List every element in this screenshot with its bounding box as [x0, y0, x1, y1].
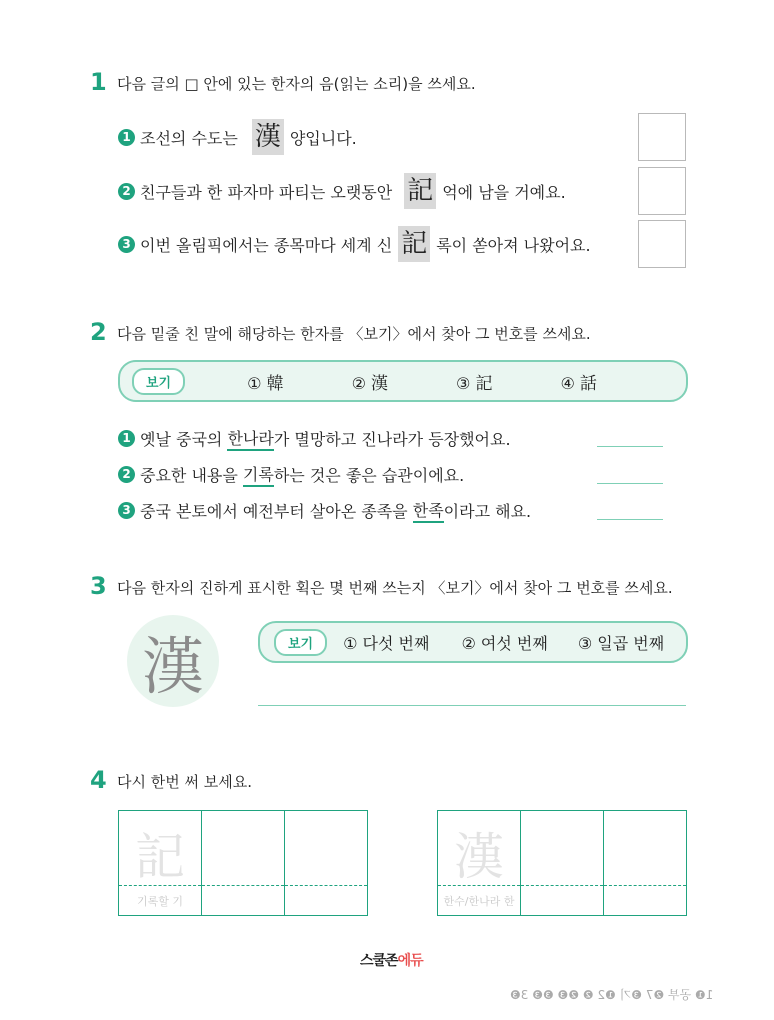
- q2-option-4: ④ 話: [560, 373, 597, 394]
- writing-cell[interactable]: [285, 811, 367, 915]
- q2-number: 2: [90, 318, 107, 346]
- q2-item-3: [118, 498, 531, 522]
- sub-number: 2: [118, 466, 135, 483]
- q1-item-3: [118, 225, 591, 263]
- writing-cell[interactable]: [604, 811, 686, 915]
- hanja-meaning: 한수/한나라 한: [443, 895, 515, 908]
- q1-item-2: [118, 172, 566, 210]
- trace-cell[interactable]: [119, 811, 202, 915]
- q1-answer-box-1[interactable]: [638, 113, 686, 161]
- q1-item-3-before: 이번 올림픽에서는 종목마다 세계 신: [140, 235, 393, 255]
- q2-bogi-label: 보기: [132, 368, 185, 395]
- q3-instruction: 다음 한자의 진하게 표시한 획은 몇 번째 쓰는지 〈보기〉에서 찾아 그 번호를 쓰세요.: [117, 579, 673, 597]
- q3-answer-line[interactable]: [258, 705, 686, 706]
- sub-number: 3: [118, 502, 135, 519]
- q1-number: 1: [90, 68, 107, 96]
- q3-number: 3: [90, 572, 107, 600]
- sub-number: 1: [118, 129, 135, 146]
- q1-item-2-after: 억에 남을 거예요.: [442, 182, 566, 202]
- trace-hanja: 記: [135, 828, 185, 886]
- footer-mirrored-text: 1❶ 공부 ❷7 ❸기 ❶2 ❷ ❷❸ ❸❸ 3❸: [510, 988, 714, 1002]
- hanja-meaning: 기록할 기: [136, 895, 183, 908]
- q2-instruction: 다음 밑줄 친 말에 해당하는 한자를 〈보기〉에서 찾아 그 번호를 쓰세요.: [117, 325, 591, 343]
- q2-answer-line-2[interactable]: [597, 483, 663, 484]
- q2-item-2-after: 하는 것은 좋은 습관이에요.: [273, 465, 465, 485]
- q2-item-3-after: 이라고 해요.: [443, 501, 532, 521]
- q2-item-3-before: 중국 본토에서 예전부터 살아온 종족을: [140, 501, 413, 521]
- q4-writing-grid-2: [437, 810, 687, 916]
- q3-option-1: ① 다섯 번째: [343, 633, 430, 653]
- logo-main: 스쿨존: [360, 953, 398, 969]
- q2-option-1: ① 韓: [247, 373, 284, 394]
- q4-writing-grid-1: [118, 810, 368, 916]
- q1-item-1-after: 양입니다.: [289, 128, 357, 148]
- q2-item-2-before: 중요한 내용을: [140, 465, 243, 485]
- sub-number: 1: [118, 430, 135, 447]
- q2-answer-line-1[interactable]: [597, 446, 663, 447]
- q3-option-3: ③ 일곱 번째: [577, 633, 665, 653]
- q3-bogi-label: 보기: [274, 629, 327, 656]
- writing-cell[interactable]: [521, 811, 604, 915]
- q1-instruction: 다음 글의 □ 안에 있는 한자의 음(읽는 소리)을 쓰세요.: [117, 75, 476, 93]
- q1-item-3-after: 록이 쏟아져 나왔어요.: [436, 235, 591, 255]
- q4-number: 4: [90, 766, 107, 794]
- q1-answer-box-3[interactable]: [638, 220, 686, 268]
- q3-bogi-box: [258, 621, 688, 663]
- writing-cell[interactable]: [202, 811, 285, 915]
- q3-option-2: ② 여섯 번째: [461, 633, 548, 653]
- q1-item-1-before: 조선의 수도는: [140, 128, 238, 148]
- q2-item-1-before: 옛날 중국의: [140, 429, 228, 449]
- q2-item-1-after: 가 멸망하고 진나라가 등장했어요.: [273, 429, 511, 449]
- logo-accent: 에듀: [397, 953, 423, 969]
- q1-item-3-hanja: 記: [398, 226, 430, 262]
- q1-item-1-hanja: 漢: [252, 119, 284, 155]
- q2-item-3-underlined: 한족: [413, 498, 444, 523]
- q2-item-2: [118, 462, 464, 486]
- trace-cell[interactable]: [438, 811, 521, 915]
- sub-number: 2: [118, 183, 135, 200]
- q1-item-2-hanja: 記: [404, 173, 436, 209]
- q3-hanja-circle: [127, 615, 219, 707]
- q4-instruction: 다시 한번 써 보세요.: [117, 773, 252, 791]
- q1-answer-box-2[interactable]: [638, 167, 686, 215]
- trace-hanja: 漢: [454, 828, 504, 886]
- q2-answer-line-3[interactable]: [597, 519, 663, 520]
- q1-item-1: [118, 118, 357, 156]
- q3-hanja: 漢: [141, 629, 204, 703]
- publisher-logo: [360, 950, 423, 970]
- q2-item-1: [118, 426, 511, 450]
- q2-bogi-box: [118, 360, 688, 402]
- q2-option-3: ③ 記: [456, 373, 493, 394]
- q1-item-2-before: 친구들과 한 파자마 파티는 오랫동안: [140, 182, 393, 202]
- sub-number: 3: [118, 236, 135, 253]
- q2-item-1-underlined: 한나라: [227, 426, 273, 451]
- q2-option-2: ② 漢: [351, 373, 388, 394]
- q2-item-2-underlined: 기록: [243, 462, 274, 487]
